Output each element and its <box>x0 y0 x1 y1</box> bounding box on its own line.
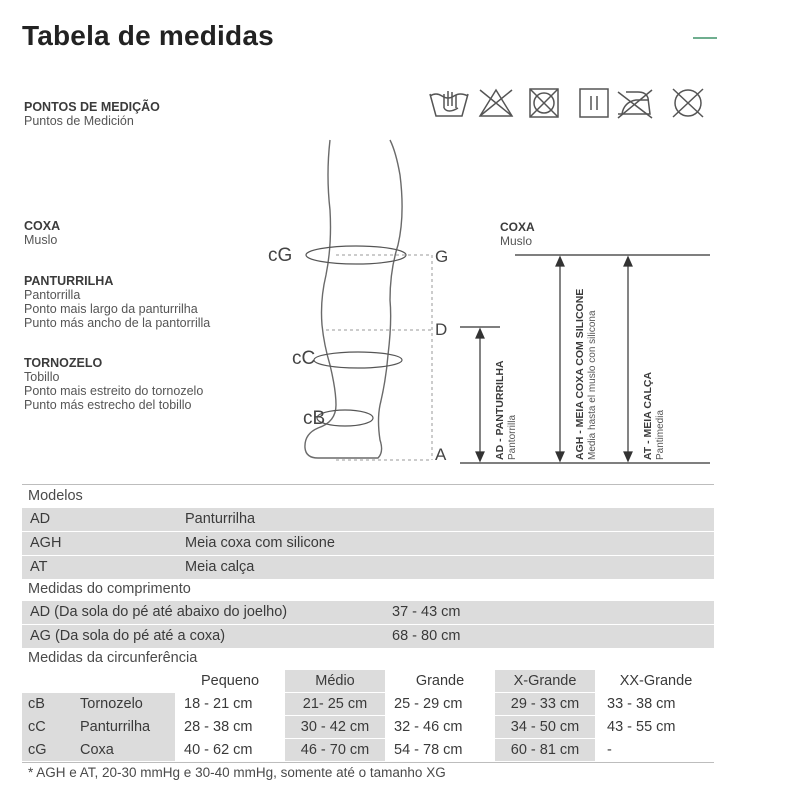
size-value: 40 - 62 cm <box>184 742 253 758</box>
row-name: Panturrilha <box>80 719 151 735</box>
length-row <box>22 601 714 624</box>
size-value: 28 - 38 cm <box>184 719 253 735</box>
footnote: * AGH e AT, 20-30 mmHg e 30-40 mmHg, somente até o tamanho XG <box>28 765 446 780</box>
model-row <box>22 508 714 531</box>
size-value: 43 - 55 cm <box>607 719 676 735</box>
size-value: 46 - 70 cm <box>285 739 385 761</box>
length-title: Medidas do comprimento <box>28 581 191 597</box>
right-coxa-title: COXA <box>500 220 535 234</box>
row-code: cG <box>28 742 47 758</box>
panturrilha-subtitle: Pantorrilla <box>24 288 81 302</box>
measuring-points-subtitle: Puntos de Medición <box>24 114 134 128</box>
model-code: AGH <box>30 535 62 551</box>
panturrilha-desc-pt: Ponto mais largo da panturrilha <box>24 302 198 316</box>
length-value: 37 - 43 cm <box>392 604 461 620</box>
size-header: X-Grande <box>495 670 595 692</box>
size-value: 32 - 46 cm <box>394 719 463 735</box>
row-code: cB <box>28 696 45 712</box>
tornozelo-desc-es: Punto más estrecho del tobillo <box>24 398 192 412</box>
right-coxa-subtitle: Muslo <box>500 234 533 248</box>
panturrilha-desc-es: Punto más ancho de la pantorrilla <box>24 316 211 330</box>
coxa-subtitle: Muslo <box>24 233 58 247</box>
at-title: AT - MEIA CALÇA <box>642 371 654 460</box>
agh-subtitle: Media hasta el muslo con silicona <box>587 310 598 460</box>
size-value: 25 - 29 cm <box>394 696 463 712</box>
model-code: AD <box>30 511 51 527</box>
panturrilha-title: PANTURRILHA <box>24 274 114 288</box>
model-name: Meia calça <box>185 559 255 575</box>
measuring-points-title: PONTOS DE MEDIÇÃO <box>24 100 160 114</box>
label-A: A <box>435 445 447 464</box>
coxa-title: COXA <box>24 219 61 233</box>
circumference-title: Medidas da circunferência <box>28 650 198 666</box>
label-cG: cG <box>268 245 293 266</box>
ad-title: AD - PANTURRILHA <box>494 360 506 460</box>
model-name: Meia coxa com silicone <box>185 535 335 551</box>
row-code: cC <box>28 719 46 735</box>
length-row <box>22 625 714 648</box>
model-name: Panturrilha <box>185 511 256 527</box>
length-value: 68 - 80 cm <box>392 628 461 644</box>
size-header: Pequeno <box>200 673 260 689</box>
model-row <box>22 556 714 579</box>
tornozelo-subtitle: Tobillo <box>24 370 60 384</box>
size-value: 21- 25 cm <box>285 693 385 715</box>
size-header: Grande <box>415 673 465 689</box>
size-value: 30 - 42 cm <box>285 716 385 738</box>
label-cB: cB <box>303 408 326 429</box>
length-label: AG (Da sola do pé até a coxa) <box>30 628 226 644</box>
row-name: Tornozelo <box>80 696 143 712</box>
model-row <box>22 532 714 555</box>
tornozelo-title: TORNOZELO <box>24 356 103 370</box>
label-D: D <box>435 320 448 339</box>
row-name: Coxa <box>80 742 114 758</box>
size-value: 33 - 38 cm <box>607 696 676 712</box>
size-value: 29 - 33 cm <box>495 693 595 715</box>
label-cC: cC <box>292 348 316 369</box>
label-G: G <box>435 247 449 266</box>
size-value: 54 - 78 cm <box>394 742 463 758</box>
size-value: 34 - 50 cm <box>495 716 595 738</box>
models-title: Modelos <box>28 488 83 504</box>
page-title: Tabela de medidas <box>22 20 274 51</box>
size-header: XX-Grande <box>619 673 693 689</box>
ad-subtitle: Pantorrilla <box>507 414 518 460</box>
tornozelo-desc-pt: Ponto mais estreito do tornozelo <box>24 384 204 398</box>
at-subtitle: Pantimedia <box>655 409 666 460</box>
model-code: AT <box>30 559 48 575</box>
circumference-ellipses <box>306 246 406 426</box>
length-label: AD (Da sola do pé até abaixo do joelho) <box>30 604 288 620</box>
size-value: 18 - 21 cm <box>184 696 253 712</box>
divider <box>22 484 714 485</box>
agh-title: AGH - MEIA COXA COM SILICONE <box>574 288 586 460</box>
table-bottom-line <box>22 762 714 763</box>
size-value: - <box>607 742 612 758</box>
size-value: 60 - 81 cm <box>495 739 595 761</box>
size-header: Médio <box>285 670 385 692</box>
